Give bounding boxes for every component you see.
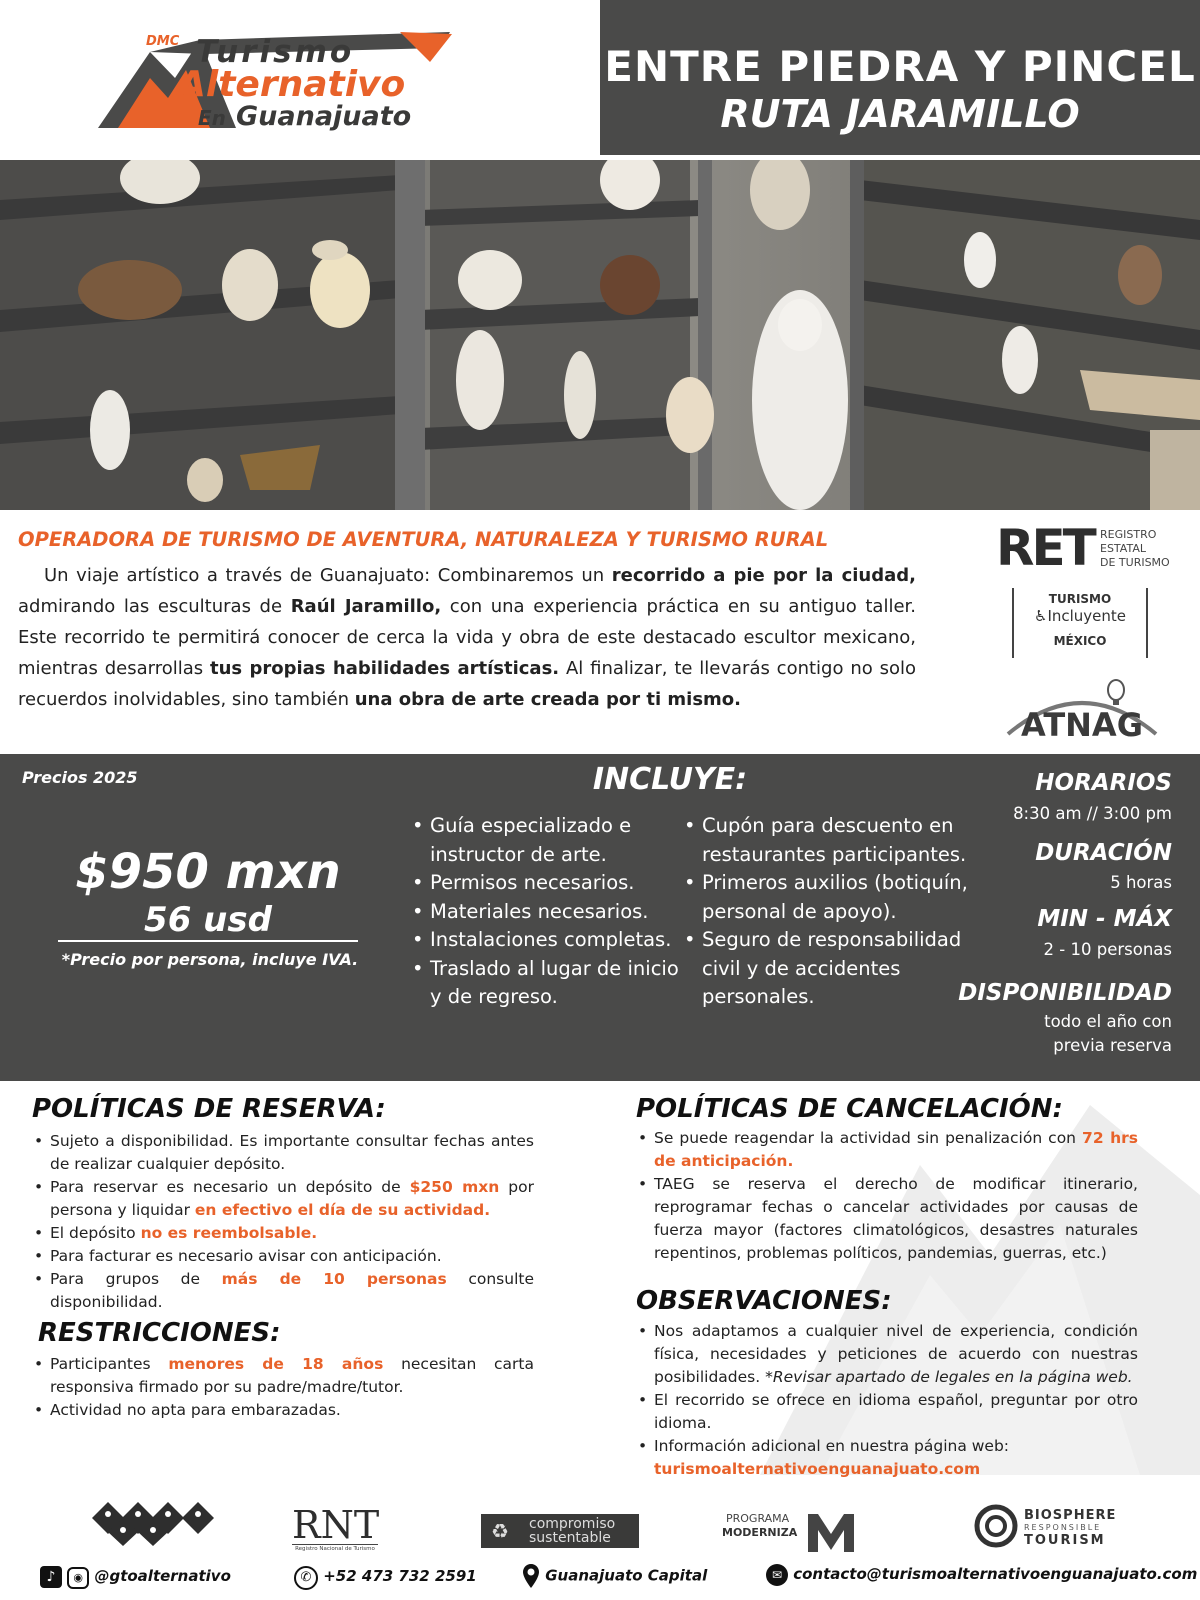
brand-line3: Guanajuato xyxy=(236,101,412,132)
programa-label: PROGRAMA xyxy=(726,1512,790,1525)
ret-caption-line: ESTATAL xyxy=(1100,542,1146,555)
page-title: ENTRE PIEDRA Y PINCEL xyxy=(604,42,1196,91)
list-item: • Sujeto a disponibilidad. Es importante consultar fechas antes de realizar cualquier depósito. xyxy=(32,1130,534,1176)
list-item: • Actividad no apta para embarazadas. xyxy=(32,1399,534,1422)
intro-bold: una obra de arte creada por ti mismo. xyxy=(354,689,741,710)
list-item: • Primeros auxilios (botiquín, personal de apoyo). xyxy=(682,869,972,926)
incluyente-word: Incluyente xyxy=(1047,607,1127,625)
duration-label: DURACIÓN xyxy=(1035,840,1172,866)
ret-caption xyxy=(1100,528,1170,570)
compromiso-line2: sustentable xyxy=(529,1530,611,1546)
restrictions-title: RESTRICCIONES: xyxy=(38,1318,281,1348)
ret-mark: RET xyxy=(996,519,1094,577)
list-item: • Seguro de responsabilidad civil y de accidentes personales. xyxy=(682,926,972,1012)
social-handle[interactable] xyxy=(40,1566,231,1589)
compromiso-line1: compromiso xyxy=(529,1516,616,1532)
intro-bold: Raúl Jaramillo, xyxy=(290,596,442,617)
group-size-label: MIN - MÁX xyxy=(1037,906,1172,932)
tiktok-icon: ♪ xyxy=(40,1566,62,1588)
intro-text: Al finalizar, te llevarás contigo no solo recuerdos inolvidables, sino también xyxy=(18,658,916,710)
brand-logo[interactable] xyxy=(0,0,600,155)
observations-title: OBSERVACIONES: xyxy=(636,1286,892,1316)
schedule-value: 8:30 am // 3:00 pm xyxy=(1013,804,1172,823)
accessibility-icons-logo xyxy=(90,1500,216,1546)
legal-note: *Revisar apartado de legales en la página web. xyxy=(765,1368,1133,1386)
list-item: • Guía especializado e instructor de arte. xyxy=(410,812,680,869)
policy-text: Para reservar es necesario un depósito de xyxy=(50,1178,410,1196)
wheelchair-icon: ♿ xyxy=(1033,607,1048,625)
availability-value-line2: previa reserva xyxy=(1053,1036,1172,1055)
age-limit: menores de 18 años xyxy=(168,1355,384,1373)
moderniza-label: MODERNIZA xyxy=(722,1526,798,1539)
policy-text: El depósito xyxy=(50,1224,141,1242)
restrictions-list xyxy=(32,1353,534,1422)
includes-list-left xyxy=(410,812,680,1012)
email-icon: ✉ xyxy=(766,1564,788,1586)
brand-line2: Alternativo xyxy=(178,64,406,105)
cancellation-policies-list xyxy=(636,1127,1138,1265)
policy-text: Se puede reagendar la actividad sin penalización con xyxy=(654,1129,1083,1147)
brand-line1: Turismo xyxy=(196,34,355,70)
tourism-label: TOURISM xyxy=(1024,1533,1106,1548)
atnag-wordmark: ATNAG xyxy=(1021,706,1143,744)
observations-list xyxy=(636,1320,1138,1481)
deposit-amount: $250 mxn xyxy=(409,1178,500,1196)
notice-period: 72 hrs de anticipación. xyxy=(654,1129,1138,1170)
intro-text: Un viaje artístico a través de Guanajuato: Combinaremos un xyxy=(44,565,612,586)
pricing-band xyxy=(0,754,1200,1081)
incluyente-line1: TURISMO xyxy=(1048,592,1112,606)
policy-text: necesitan carta responsiva firmado por su padre/madre/tutor. xyxy=(50,1355,534,1396)
schedule-label: HORARIOS xyxy=(1035,770,1172,796)
location-contact xyxy=(522,1563,707,1589)
mountain-logo-icon xyxy=(0,0,600,155)
ret-logo xyxy=(996,519,1186,577)
price-mxn: $950 mxn xyxy=(75,844,341,900)
price-divider xyxy=(58,940,358,942)
duration-value: 5 horas xyxy=(1110,873,1172,892)
intro-text: admirando las esculturas de xyxy=(18,596,291,617)
non-refundable: no es reembolsable. xyxy=(140,1224,318,1242)
policy-text: Participantes xyxy=(50,1355,169,1373)
list-item xyxy=(32,1353,534,1399)
list-item xyxy=(32,1176,534,1222)
list-item: • El recorrido se ofrece en idioma español, preguntar por otro idioma. xyxy=(636,1389,1138,1435)
list-item: • Instalaciones completas. xyxy=(410,926,680,955)
availability-label: DISPONIBILIDAD xyxy=(958,980,1172,1006)
hero-photo xyxy=(0,160,1200,510)
page-subtitle: RUTA JARAMILLO xyxy=(720,92,1080,136)
group-size-value: 2 - 10 personas xyxy=(1043,940,1172,959)
sculpture-shelves-photo-icon xyxy=(0,160,1200,510)
recycle-icon: ♻ xyxy=(491,1519,509,1543)
policy-text: Para grupos de xyxy=(50,1270,222,1288)
list-item xyxy=(32,1222,534,1245)
payment-method: en efectivo el día de su actividad. xyxy=(194,1201,491,1219)
list-item: • Materiales necesarios. xyxy=(410,898,680,927)
list-item: • TAEG se reserva el derecho de modificar itinerario, reprogramar fechas o cancelar actividades por causas de fuerza mayor (factores climatológicos, desastres naturales repentinos, problemas políticos, pandemias, guerras, etc.) xyxy=(636,1173,1138,1265)
list-item xyxy=(636,1127,1138,1173)
list-item: • Cupón para descuento en restaurantes participantes. xyxy=(682,812,972,869)
policy-text: Información adicional en nuestra página web: xyxy=(654,1437,1010,1455)
compromiso-sustentable-logo xyxy=(481,1514,639,1548)
website-link[interactable]: turismoalternativoenguanajuato.com xyxy=(654,1460,981,1478)
rnt-caption: Registro Nacional de Turismo xyxy=(292,1544,378,1552)
rnt-mark: RNT xyxy=(292,1503,380,1547)
ret-caption-line: DE TURISMO xyxy=(1100,556,1170,569)
location-pin-icon xyxy=(522,1563,540,1589)
list-item xyxy=(32,1268,534,1314)
intro-paragraph xyxy=(18,560,916,715)
includes-list-right xyxy=(682,812,972,1012)
brand-line3-prefix: En xyxy=(198,106,226,130)
phone-contact[interactable] xyxy=(294,1566,477,1590)
intro-bold: tus propias habilidades artísticas. xyxy=(209,658,560,679)
booking-policies-list xyxy=(32,1130,534,1314)
programa-moderniza-logo xyxy=(720,1512,870,1552)
phone-number: +52 473 732 2591 xyxy=(323,1567,477,1585)
email-address: contacto@turismoalternativoenguanajuato.com xyxy=(793,1565,1198,1583)
header xyxy=(0,0,1200,160)
dmc-label: DMC xyxy=(146,34,180,49)
cancellation-policies-title: POLÍTICAS DE CANCELACIÓN: xyxy=(636,1094,1063,1124)
list-item: • Permisos necesarios. xyxy=(410,869,680,898)
turismo-incluyente-logo xyxy=(1012,588,1148,658)
location-text: Guanajuato Capital xyxy=(545,1566,708,1585)
intro-text: con una experiencia práctica en su antiguo taller. Este recorrido te permitirá conocer de cerca la vida y obra de este destacado escultor mexicano, mientras desarrollas xyxy=(18,596,916,679)
price-usd: 56 usd xyxy=(144,900,272,940)
operator-tagline: OPERADORA DE TURISMO DE AVENTURA, NATURALEZA Y TURISMO RURAL xyxy=(18,528,829,551)
list-item xyxy=(636,1320,1138,1389)
policy-text: consulte disponibilidad. xyxy=(50,1270,535,1311)
list-item: • Para facturar es necesario avisar con anticipación. xyxy=(32,1245,534,1268)
whatsapp-icon: ✆ xyxy=(294,1566,318,1590)
group-size-limit: más de 10 personas xyxy=(221,1270,447,1288)
balloon-arc-icon xyxy=(1000,678,1164,746)
instagram-icon: ◉ xyxy=(67,1567,89,1589)
incluyente-line2 xyxy=(1014,607,1146,625)
biosphere-circle-icon xyxy=(974,1504,1018,1548)
title-panel xyxy=(600,0,1200,155)
policy-text: por persona y liquidar xyxy=(50,1178,534,1219)
booking-policies-title: POLÍTICAS DE RESERVA: xyxy=(32,1094,386,1124)
social-handle-text: @gtoalternativo xyxy=(94,1567,231,1585)
atnag-logo xyxy=(1000,678,1164,746)
policy-text: Nos adaptamos a cualquier nivel de experiencia, condición física, necesidades y peticiones de acuerdo con nuestras posibilidades. xyxy=(654,1322,1138,1386)
biosphere-label: BIOSPHERE xyxy=(1024,1508,1117,1523)
price-note: *Precio por persona, incluye IVA. xyxy=(61,950,359,969)
intro-bold: recorrido a pie por la ciudad, xyxy=(611,565,916,586)
includes-title: INCLUYE: xyxy=(592,762,748,797)
incluyente-line3: MÉXICO xyxy=(1053,634,1107,648)
prices-label: Precios 2025 xyxy=(22,768,138,787)
list-item xyxy=(636,1435,1138,1481)
availability-value-line1: todo el año con xyxy=(1044,1012,1172,1031)
responsible-label: RESPONSIBLE xyxy=(1024,1523,1102,1532)
rnt-logo xyxy=(292,1503,380,1552)
list-item: • Traslado al lugar de inicio y de regreso. xyxy=(410,955,680,1012)
biosphere-logo xyxy=(974,1504,1124,1550)
moderniza-m-icon xyxy=(806,1512,856,1552)
ret-caption-line: REGISTRO xyxy=(1100,528,1157,541)
email-contact[interactable] xyxy=(766,1564,1197,1586)
